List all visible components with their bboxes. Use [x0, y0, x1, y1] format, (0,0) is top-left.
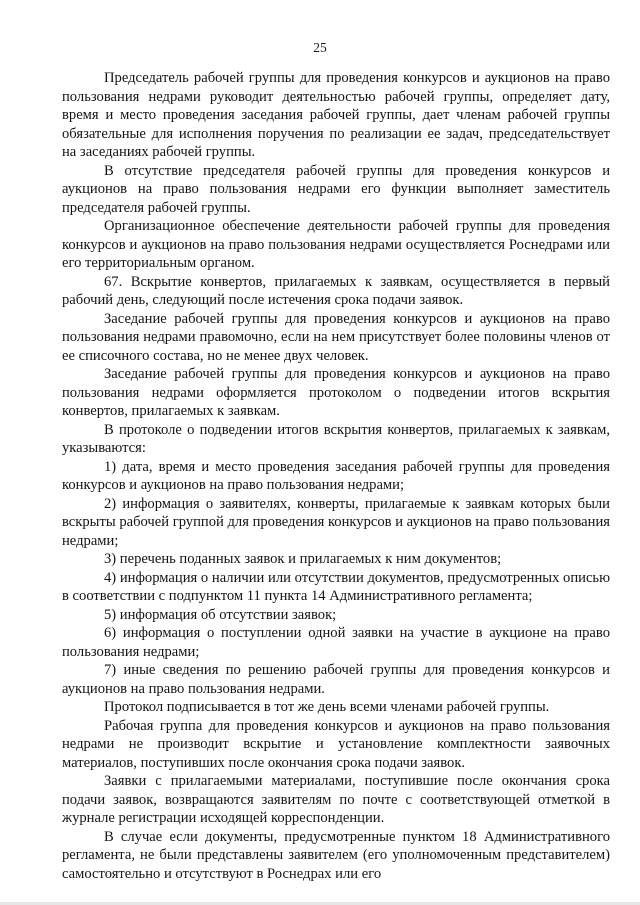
list-item: 5) информация об отсутствии заявок;	[104, 606, 337, 623]
paragraph: Организационное обеспечение деятельности рабочей группы для проведения конкурсов и аукционов на право пользования недрами осуществляется Роснедрами или его территориальным органом.	[62, 218, 610, 271]
list-item: 7) иные сведения по решению рабочей группы для проведения конкурсов и аукционов на право пользования недрами.	[62, 662, 610, 697]
paragraph: В протоколе о подведении итогов вскрытия конвертов, прилагаемых к заявкам, указываются:	[62, 421, 610, 456]
document-body	[62, 69, 610, 883]
paragraph: В случае если документы, предусмотренные пунктом 18 Административного регламента, не были представлены заявителем (его уполномоченным представителем) самостоятельно и отсутствуют в Роснедрах или его	[62, 828, 610, 882]
paragraph: Заседание рабочей группы для проведения конкурсов и аукционов на право пользования недрами правомочно, если на нем присутствует более половины членов от ее списочного состава, но не менее двух человек.	[62, 310, 610, 364]
paragraph: Председатель рабочей группы для проведения конкурсов и аукционов на право пользования недрами руководит деятельностью рабочей группы, определяет дату, время и место проведения заседания рабочей группы, дает членам рабочей группы обязательные для исполнения поручения по реализации ее задач, председательствует на заседаниях рабочей группы.	[62, 70, 610, 160]
paragraph: Заседание рабочей группы для проведения конкурсов и аукционов на право пользования недрами оформляется протоколом о подведении итогов вскрытия конвертов, прилагаемых к заявкам.	[62, 366, 610, 419]
paragraph: В отсутствие председателя рабочей группы для проведения конкурсов и аукционов на право пользования недрами его функции выполняет заместитель председателя рабочей группы.	[62, 162, 610, 216]
list-item: 2) информация о заявителях, конверты, прилагаемые к заявкам которых были вскрыты рабочей группой для проведения конкурсов и аукционов на право пользования недрами;	[62, 495, 610, 549]
paragraph: Заявки с прилагаемыми материалами, поступившие после окончания срока подачи заявок, возвращаются заявителям по почте с соответствующей отметкой в журнале регистрации исходящей корреспонденции.	[62, 773, 610, 826]
page-number: 25	[313, 40, 327, 55]
list-item: 1) дата, время и место проведения заседания рабочей группы для проведения конкурсов и аукционов на право пользования недрами;	[62, 458, 610, 493]
paragraph: Рабочая группа для проведения конкурсов и аукционов на право пользования недрами не производит вскрытие и установление комплектности заявочных материалов, поступивших после окончания срока подачи заявок.	[62, 717, 610, 771]
paragraph: Протокол подписывается в тот же день всеми членами рабочей группы.	[104, 699, 550, 715]
list-item: 6) информация о поступлении одной заявки на участие в аукционе на право пользования недрами;	[62, 625, 610, 660]
paragraph: 67. Вскрытие конвертов, прилагаемых к заявкам, осуществляется в первый рабочий день, следующий после истечения срока подачи заявок.	[62, 273, 610, 308]
list-item: 4) информация о наличии или отсутствии документов, предусмотренных описью в соответствии с подпунктом 11 пункта 14 Административного регламента;	[62, 569, 610, 604]
list-item: 3) перечень поданных заявок и прилагаемых к ним документов;	[104, 551, 502, 567]
